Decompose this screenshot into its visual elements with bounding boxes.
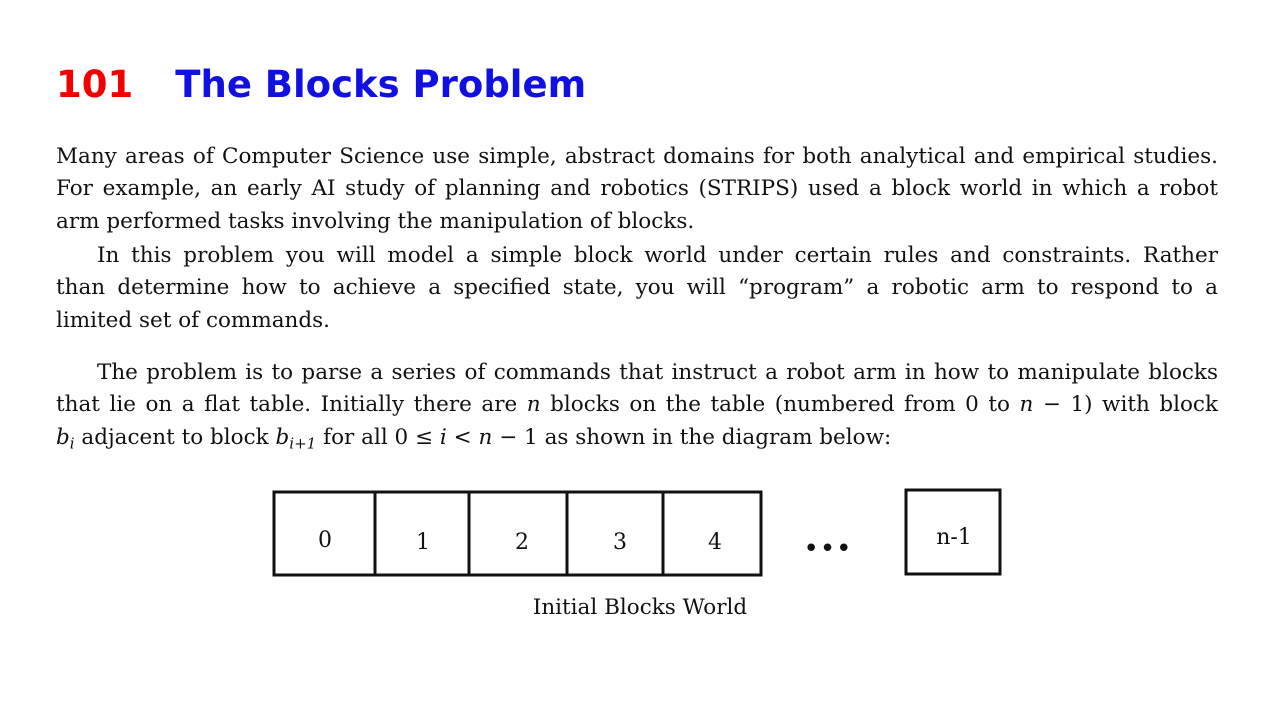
math-var-n: n xyxy=(478,424,493,450)
text-line: The problem is to parse a series of commands that instruct a robot arm in how to manipulate blocks xyxy=(97,360,1218,385)
ellipsis-dots: ••• xyxy=(803,534,853,564)
intro-paragraph xyxy=(56,141,1218,238)
text-line: For example, an early AI study of planning and robotics (STRIPS) used a block world in which a robot xyxy=(56,176,1218,202)
diagram-caption: Initial Blocks World xyxy=(532,595,748,620)
text-fragment: − 1 as shown in the diagram below: xyxy=(499,424,892,450)
block-label-2: 2 xyxy=(515,530,529,555)
section-heading xyxy=(56,62,586,108)
block-label-last: n-1 xyxy=(936,525,972,550)
text-line: than determine how to achieve a specified state, you will “program” a robotic arm to respond to a xyxy=(56,275,1218,301)
text-line xyxy=(56,389,1218,421)
block-label-0: 0 xyxy=(318,528,332,553)
section-title: The Blocks Problem xyxy=(175,63,587,106)
text-line: arm performed tasks involving the manipulation of blocks. xyxy=(56,208,695,234)
math-var-b: b xyxy=(56,424,70,450)
text-line: Many areas of Computer Science use simple, abstract domains for both analytical and empirical studies. xyxy=(56,144,1218,169)
text-fragment: blocks on the table (numbered from 0 to xyxy=(550,392,1010,418)
math-var-i: i xyxy=(439,424,447,450)
text-line: In this problem you will model a simple block world under certain rules and constraints. Rather xyxy=(97,243,1218,268)
math-var-n: n xyxy=(1019,392,1034,418)
text-fragment: that lie on a flat table. Initially there are xyxy=(56,392,518,418)
text-line: limited set of commands. xyxy=(56,307,330,333)
section-number: 101 xyxy=(56,63,134,106)
text-fragment: for all 0 ≤ xyxy=(323,424,434,450)
text-fragment: < xyxy=(453,424,472,450)
model-paragraph xyxy=(56,240,1218,337)
text-fragment: − 1) with block xyxy=(1042,392,1219,418)
block-label-3: 3 xyxy=(613,530,627,555)
text-fragment: adjacent to block xyxy=(81,424,269,450)
math-var-b: b xyxy=(275,424,290,450)
math-subscript-i: i xyxy=(69,434,75,453)
math-var-n: n xyxy=(526,392,541,418)
text-line xyxy=(56,422,1218,454)
block-label-1: 1 xyxy=(416,530,430,555)
block-label-4: 4 xyxy=(708,530,722,555)
problem-paragraph xyxy=(56,357,1218,454)
math-subscript-i-plus-1: i+1 xyxy=(289,434,317,453)
